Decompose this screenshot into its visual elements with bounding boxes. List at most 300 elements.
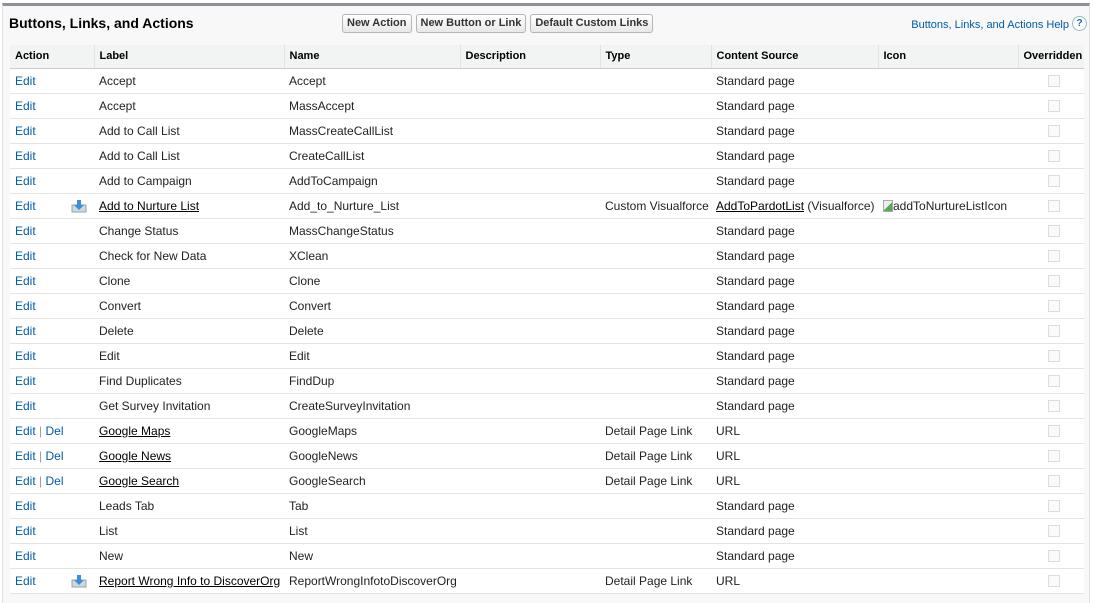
content-source-cell — [711, 468, 878, 493]
label-text: Delete — [99, 323, 134, 338]
content-source-cell — [711, 543, 878, 568]
overridden-checkbox — [1048, 175, 1060, 187]
edit-link[interactable]: Edit — [15, 448, 36, 463]
action-cell — [10, 543, 94, 568]
help-link[interactable]: Buttons, Links, and Actions Help — [911, 19, 1069, 31]
icon-cell — [878, 568, 1018, 593]
action-cell — [10, 143, 94, 168]
table-row — [10, 93, 1084, 118]
action-cell — [10, 193, 94, 218]
type-cell — [600, 218, 711, 243]
overridden-cell — [1018, 418, 1084, 443]
type-cell — [600, 318, 711, 343]
description-cell — [460, 168, 600, 193]
icon-cell — [878, 418, 1018, 443]
overridden-checkbox — [1048, 400, 1060, 412]
description-cell — [460, 143, 600, 168]
action-cell — [10, 318, 94, 343]
content-source-cell — [711, 218, 878, 243]
download-icon — [71, 199, 87, 213]
overridden-checkbox — [1048, 225, 1060, 237]
new-button-or-link-button[interactable]: New Button or Link — [416, 14, 527, 33]
overridden-checkbox — [1048, 350, 1060, 362]
label-cell — [94, 568, 284, 593]
action-cell — [10, 518, 94, 543]
icon-cell — [878, 393, 1018, 418]
icon-cell — [878, 243, 1018, 268]
overridden-checkbox — [1048, 550, 1060, 562]
name-cell: List — [284, 518, 460, 543]
description-cell — [460, 68, 600, 93]
label-text: Edit — [99, 348, 120, 363]
type-cell — [600, 393, 711, 418]
type-cell — [600, 68, 711, 93]
label-cell — [94, 518, 284, 543]
edit-link[interactable]: Edit — [15, 98, 36, 113]
table-row — [10, 218, 1084, 243]
edit-link[interactable]: Edit — [15, 573, 36, 588]
label-link[interactable]: Google Search — [99, 473, 180, 488]
type-cell — [600, 243, 711, 268]
icon-cell — [878, 468, 1018, 493]
content-source-text: Standard page — [716, 548, 795, 563]
content-source-cell — [711, 418, 878, 443]
type-cell: Detail Page Link — [600, 568, 711, 593]
label-text: Get Survey Invitation — [99, 398, 211, 413]
content-source-cell — [711, 443, 878, 468]
overridden-cell — [1018, 293, 1084, 318]
edit-link[interactable]: Edit — [15, 323, 36, 338]
overridden-checkbox — [1048, 450, 1060, 462]
label-text: Leads Tab — [99, 498, 155, 513]
table-row — [10, 343, 1084, 368]
icon-cell — [878, 68, 1018, 93]
label-text: Find Duplicates — [99, 373, 182, 388]
label-cell — [94, 168, 284, 193]
overridden-checkbox — [1048, 100, 1060, 112]
label-text: List — [99, 523, 118, 538]
label-text: New — [99, 548, 124, 563]
download-icon — [71, 574, 87, 588]
icon-cell — [878, 143, 1018, 168]
name-cell: Add_to_Nurture_List — [284, 193, 460, 218]
icon-cell — [878, 93, 1018, 118]
content-source-cell — [711, 168, 878, 193]
action-cell — [10, 368, 94, 393]
overridden-cell — [1018, 468, 1084, 493]
overridden-cell — [1018, 493, 1084, 518]
label-cell — [94, 418, 284, 443]
label-link[interactable]: Google Maps — [99, 423, 171, 438]
type-cell — [600, 343, 711, 368]
label-cell — [94, 243, 284, 268]
label-text: Accept — [99, 73, 136, 88]
table-row — [10, 293, 1084, 318]
label-cell — [94, 393, 284, 418]
type-cell: Custom Visualforce — [600, 193, 711, 218]
content-source-link[interactable]: AddToPardotList — [716, 198, 805, 213]
overridden-checkbox — [1048, 575, 1060, 587]
overridden-cell — [1018, 568, 1084, 593]
edit-link[interactable]: Edit — [15, 73, 36, 88]
content-source-text: Standard page — [716, 523, 795, 538]
table-row — [10, 193, 1084, 218]
type-cell — [600, 168, 711, 193]
overridden-checkbox — [1048, 325, 1060, 337]
content-source-text: Standard page — [716, 298, 795, 313]
description-cell — [460, 568, 600, 593]
table-row — [10, 443, 1084, 468]
content-source-text: (Visualforce) — [804, 198, 875, 213]
label-cell — [94, 343, 284, 368]
table-row — [10, 568, 1084, 593]
overridden-checkbox — [1048, 125, 1060, 137]
label-cell — [94, 93, 284, 118]
action-cell — [10, 243, 94, 268]
overridden-cell — [1018, 68, 1084, 93]
icon-cell — [878, 518, 1018, 543]
name-cell: MassAccept — [284, 93, 460, 118]
buttons-table — [10, 45, 1084, 594]
content-source-text: Standard page — [716, 98, 795, 113]
content-source-cell — [711, 493, 878, 518]
description-cell — [460, 318, 600, 343]
separator: | — [39, 473, 43, 488]
overridden-cell — [1018, 143, 1084, 168]
action-cell — [10, 268, 94, 293]
action-cell — [10, 568, 94, 593]
content-source-text: Standard page — [716, 73, 795, 88]
label-cell — [94, 143, 284, 168]
help-icon[interactable]: ? — [1072, 16, 1087, 31]
action-cell — [10, 418, 94, 443]
name-cell: GoogleMaps — [284, 418, 460, 443]
table-row — [10, 243, 1084, 268]
action-cell — [10, 493, 94, 518]
default-custom-links-button[interactable]: Default Custom Links — [530, 14, 653, 33]
type-cell: Detail Page Link — [600, 418, 711, 443]
del-link[interactable]: Del — [45, 423, 64, 438]
edit-link[interactable]: Edit — [15, 423, 36, 438]
edit-link[interactable]: Edit — [15, 248, 36, 263]
edit-link[interactable]: Edit — [15, 148, 36, 163]
description-cell — [460, 443, 600, 468]
edit-link[interactable]: Edit — [15, 498, 36, 513]
overridden-cell — [1018, 93, 1084, 118]
overridden-cell — [1018, 243, 1084, 268]
separator: | — [39, 448, 43, 463]
name-cell: Accept — [284, 68, 460, 93]
label-cell — [94, 543, 284, 568]
content-source-cell — [711, 343, 878, 368]
table-row — [10, 468, 1084, 493]
label-cell — [94, 118, 284, 143]
type-cell — [600, 518, 711, 543]
action-cell — [10, 443, 94, 468]
type-cell — [600, 143, 711, 168]
description-cell — [460, 293, 600, 318]
type-cell — [600, 268, 711, 293]
action-cell — [10, 393, 94, 418]
content-source-text: URL — [716, 423, 741, 438]
name-cell: Convert — [284, 293, 460, 318]
name-cell: CreateSurveyInvitation — [284, 393, 460, 418]
label-cell — [94, 318, 284, 343]
overridden-cell — [1018, 393, 1084, 418]
icon-cell — [878, 443, 1018, 468]
content-source-text: Standard page — [716, 148, 795, 163]
description-cell — [460, 468, 600, 493]
name-cell: Edit — [284, 343, 460, 368]
icon-cell — [878, 268, 1018, 293]
action-cell — [10, 68, 94, 93]
content-source-text: Standard page — [716, 173, 795, 188]
edit-link[interactable]: Edit — [15, 473, 36, 488]
overridden-cell — [1018, 518, 1084, 543]
overridden-checkbox — [1048, 150, 1060, 162]
broken-image-icon — [883, 200, 893, 212]
column-header: Content Source — [711, 45, 878, 68]
label-text: Add to Call List — [99, 148, 180, 163]
content-source-text: URL — [716, 448, 741, 463]
column-header: Name — [284, 45, 460, 68]
name-cell: Delete — [284, 318, 460, 343]
overridden-cell — [1018, 268, 1084, 293]
description-cell — [460, 543, 600, 568]
column-header: Type — [600, 45, 711, 68]
overridden-cell — [1018, 443, 1084, 468]
type-cell — [600, 543, 711, 568]
table-row — [10, 318, 1084, 343]
type-cell — [600, 118, 711, 143]
label-cell — [94, 493, 284, 518]
action-cell — [10, 118, 94, 143]
table-row — [10, 543, 1084, 568]
content-source-text: Standard page — [716, 398, 795, 413]
column-header: Overridden — [1018, 45, 1084, 68]
edit-link[interactable]: Edit — [15, 298, 36, 313]
action-cell — [10, 343, 94, 368]
name-cell: CreateCallList — [284, 143, 460, 168]
description-cell — [460, 368, 600, 393]
name-cell: Tab — [284, 493, 460, 518]
description-cell — [460, 493, 600, 518]
label-link[interactable]: Add to Nurture List — [99, 198, 200, 213]
label-cell — [94, 268, 284, 293]
content-source-text: Standard page — [716, 373, 795, 388]
action-cell — [10, 293, 94, 318]
label-text: Clone — [99, 273, 131, 288]
overridden-cell — [1018, 543, 1084, 568]
edit-link[interactable]: Edit — [15, 123, 36, 138]
content-source-text: Standard page — [716, 123, 795, 138]
content-source-cell — [711, 193, 878, 218]
icon-cell — [878, 368, 1018, 393]
name-cell: XClean — [284, 243, 460, 268]
content-source-cell — [711, 318, 878, 343]
table-row — [10, 143, 1084, 168]
buttons-links-actions-panel — [2, 3, 1090, 603]
description-cell — [460, 93, 600, 118]
new-action-button[interactable]: New Action — [342, 14, 412, 33]
content-source-text: Standard page — [716, 323, 795, 338]
name-cell: Clone — [284, 268, 460, 293]
action-cell — [10, 468, 94, 493]
content-source-cell — [711, 68, 878, 93]
description-cell — [460, 218, 600, 243]
label-cell — [94, 293, 284, 318]
icon-cell — [878, 343, 1018, 368]
table-row — [10, 518, 1084, 543]
description-cell — [460, 243, 600, 268]
icon-cell — [878, 118, 1018, 143]
type-cell — [600, 368, 711, 393]
column-header: Action — [10, 45, 94, 68]
name-cell: GoogleNews — [284, 443, 460, 468]
content-source-cell — [711, 268, 878, 293]
content-source-cell — [711, 393, 878, 418]
icon-cell — [878, 318, 1018, 343]
action-cell — [10, 218, 94, 243]
name-cell: MassChangeStatus — [284, 218, 460, 243]
icon-alt-text: addToNurtureListIcon — [893, 198, 1008, 213]
content-source-text: Standard page — [716, 223, 795, 238]
edit-link[interactable]: Edit — [15, 223, 36, 238]
label-text: Convert — [99, 298, 142, 313]
label-cell — [94, 443, 284, 468]
content-source-text: URL — [716, 573, 741, 588]
toolbar — [342, 14, 653, 33]
icon-cell — [878, 168, 1018, 193]
overridden-cell — [1018, 368, 1084, 393]
name-cell: MassCreateCallList — [284, 118, 460, 143]
icon-cell — [878, 493, 1018, 518]
overridden-cell — [1018, 168, 1084, 193]
overridden-checkbox — [1048, 275, 1060, 287]
type-cell — [600, 93, 711, 118]
del-link[interactable]: Del — [45, 473, 64, 488]
action-cell — [10, 168, 94, 193]
table-row — [10, 68, 1084, 93]
overridden-checkbox — [1048, 300, 1060, 312]
content-source-cell — [711, 143, 878, 168]
type-cell — [600, 493, 711, 518]
overridden-checkbox — [1048, 525, 1060, 537]
content-source-text: Standard page — [716, 273, 795, 288]
label-text: Change Status — [99, 223, 179, 238]
overridden-checkbox — [1048, 500, 1060, 512]
name-cell: ReportWrongInfotoDiscoverOrg — [284, 568, 460, 593]
edit-link[interactable]: Edit — [15, 523, 36, 538]
table-row — [10, 393, 1084, 418]
edit-link[interactable]: Edit — [15, 373, 36, 388]
label-cell — [94, 193, 284, 218]
label-text: Add to Call List — [99, 123, 180, 138]
overridden-checkbox — [1048, 375, 1060, 387]
content-source-cell — [711, 243, 878, 268]
overridden-checkbox — [1048, 475, 1060, 487]
overridden-checkbox — [1048, 75, 1060, 87]
table-row — [10, 493, 1084, 518]
content-source-cell — [711, 118, 878, 143]
label-link[interactable]: Report Wrong Info to DiscoverOrg — [99, 573, 281, 588]
description-cell — [460, 518, 600, 543]
label-link[interactable]: Google News — [99, 448, 172, 463]
content-source-text: Standard page — [716, 248, 795, 263]
label-text: Accept — [99, 98, 136, 113]
type-cell: Detail Page Link — [600, 468, 711, 493]
overridden-cell — [1018, 193, 1084, 218]
description-cell — [460, 268, 600, 293]
overridden-checkbox — [1048, 250, 1060, 262]
label-cell — [94, 468, 284, 493]
overridden-cell — [1018, 218, 1084, 243]
name-cell: FindDup — [284, 368, 460, 393]
overridden-cell — [1018, 118, 1084, 143]
label-cell — [94, 218, 284, 243]
content-source-cell — [711, 368, 878, 393]
content-source-cell — [711, 93, 878, 118]
overridden-cell — [1018, 318, 1084, 343]
icon-cell — [878, 293, 1018, 318]
action-cell — [10, 93, 94, 118]
description-cell — [460, 118, 600, 143]
content-source-cell — [711, 568, 878, 593]
description-cell — [460, 393, 600, 418]
overridden-checkbox — [1048, 200, 1060, 212]
content-source-text: Standard page — [716, 348, 795, 363]
table-row — [10, 118, 1084, 143]
overridden-cell — [1018, 343, 1084, 368]
edit-link[interactable]: Edit — [15, 173, 36, 188]
edit-link[interactable]: Edit — [15, 348, 36, 363]
label-text: Add to Campaign — [99, 173, 192, 188]
separator: | — [39, 423, 43, 438]
table-row — [10, 168, 1084, 193]
description-cell — [460, 343, 600, 368]
table-row — [10, 368, 1084, 393]
content-source-text: Standard page — [716, 498, 795, 513]
section-title: Buttons, Links, and Actions — [9, 15, 194, 31]
name-cell: AddToCampaign — [284, 168, 460, 193]
table-row — [10, 268, 1084, 293]
overridden-checkbox — [1048, 425, 1060, 437]
edit-link[interactable]: Edit — [15, 548, 36, 563]
type-cell: Detail Page Link — [600, 443, 711, 468]
column-header: Label — [94, 45, 284, 68]
icon-cell — [878, 543, 1018, 568]
content-source-cell — [711, 293, 878, 318]
icon-cell — [878, 218, 1018, 243]
label-cell — [94, 368, 284, 393]
name-cell: New — [284, 543, 460, 568]
type-cell — [600, 293, 711, 318]
content-source-cell — [711, 518, 878, 543]
table-row — [10, 418, 1084, 443]
description-cell — [460, 193, 600, 218]
edit-link[interactable]: Edit — [15, 198, 36, 213]
del-link[interactable]: Del — [45, 448, 64, 463]
label-cell — [94, 68, 284, 93]
edit-link[interactable]: Edit — [15, 273, 36, 288]
name-cell: GoogleSearch — [284, 468, 460, 493]
content-source-text: URL — [716, 473, 741, 488]
column-header: Icon — [878, 45, 1018, 68]
column-header: Description — [460, 45, 600, 68]
icon-cell — [878, 193, 1018, 218]
edit-link[interactable]: Edit — [15, 398, 36, 413]
label-text: Check for New Data — [99, 248, 207, 263]
